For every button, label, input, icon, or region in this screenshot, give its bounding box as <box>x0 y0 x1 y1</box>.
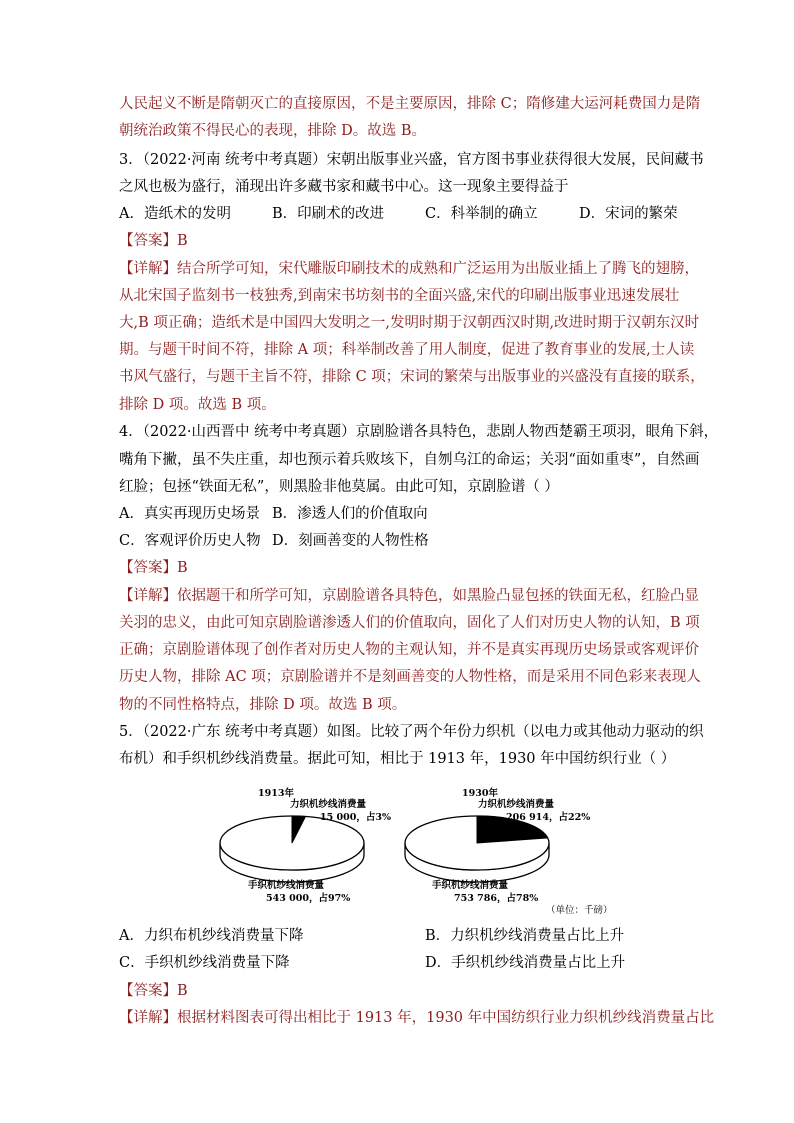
q4-option-a: A．真实再现历史场景 <box>119 506 260 522</box>
q3-explanation-line: 大,B 项正确；造纸术是中国四大发明之一,发明时期于汉朝西汉时期,改进时期于汉朝东汉时 <box>119 315 700 331</box>
q5-option-a: A．力织布机纱线消费量下降 <box>119 928 304 944</box>
analysis-label: 【详解】 <box>119 1010 177 1026</box>
q3-explanation <box>119 260 699 278</box>
q4-explanation-line: 物的不同性格特点，排除 D 项。故选 B 项。 <box>119 697 407 713</box>
q4-explanation-line: 关羽的忠义，由此可知京剧脸谱渗透人们的价值取向，固化了人们对历史人物的认知，B 项 <box>119 615 700 631</box>
q4-explanation <box>119 587 699 605</box>
q4-explanation-text: 依据题干和所学可知，京剧脸谱各具特色，如黑脸凸显包拯的铁面无私，红脸凸显 <box>177 588 699 604</box>
q3-option-b: B．印刷术的改进 <box>272 206 385 222</box>
q5-option-d: D．手织机纱线消费量占比上升 <box>425 955 626 971</box>
q3-option-a: A．造纸术的发明 <box>119 206 231 222</box>
q5-answer <box>119 982 679 1000</box>
q4-stem: 嘴角下撇，虽不失庄重，却也预示着兵败垓下，自刎乌江的命运；关羽“面如重枣”，自然画 <box>119 452 700 468</box>
q3-stem: 之风也极为盛行，涌现出许多藏书家和藏书中心。这一现象主要得益于 <box>119 179 569 195</box>
q3-answer <box>119 232 679 250</box>
q4-stem: 4．（2022·山西晋中 统考中考真题）京剧脸谱各具特色，悲剧人物西楚霸王项羽，眼角下斜， <box>119 424 719 440</box>
q4-explanation-line: 历史人物，排除 AC 项；京剧脸谱并不是刻画善变的人物性格，而是采用不同色彩来表现人 <box>119 669 701 685</box>
q4-option-d: D．刻画善变的人物性格 <box>272 533 429 549</box>
answer-value: B <box>177 233 188 249</box>
analysis-label: 【详解】 <box>119 588 177 604</box>
answer-label: 【答案】 <box>119 233 177 249</box>
q3-explanation-line: 书风气盛行，与题干主旨不符，排除 C 项；宋词的繁荣与出版事业的兴盛没有直接的联系， <box>119 369 705 385</box>
q5-stem: 5．（2022·广东 统考中考真题）如图。比较了两个年份力织机（以电力或其他动力驱动的织 <box>119 724 704 740</box>
analysis-label: 【详解】 <box>119 261 177 277</box>
pie-1913-power-name: 力织机纱线消费量 <box>290 799 367 810</box>
q5-explanation <box>119 1009 715 1027</box>
answer-label: 【答案】 <box>119 983 177 999</box>
pie-1913-title: 1913年 <box>258 788 294 799</box>
q3-explanation-line: 期。与题干时间不符，排除 A 项；科举制改善了用人制度，促进了教育事业的发展,士人读 <box>119 342 695 358</box>
q4-option-b: B．渗透人们的价值取向 <box>272 506 428 522</box>
q3-stem: 3．（2022·河南 统考中考真题）宋朝出版事业兴盛，官方图书事业获得很大发展，民间藏书 <box>119 152 704 168</box>
pie-1930-hand-value: 753 786，占78% <box>454 893 539 904</box>
pie-1930-title: 1930年 <box>462 788 498 799</box>
q5-stem: 布机）和手织机纱线消费量。据此可知，相比于 1913 年，1930 年中国纺织行业（ ） <box>119 751 676 767</box>
q5-option-b: B．力织机纱线消费量占比上升 <box>425 928 625 944</box>
q3-explanation-text: 结合所学可知，宋代雕版印刷技术的成熟和广泛运用为出版业插上了腾飞的翅膀， <box>177 261 699 277</box>
q4-explanation-line: 正确；京剧脸谱体现了创作者对历史人物的主观认知，并不是真实再现历史场景或客观评价 <box>119 642 699 658</box>
answer-label: 【答案】 <box>119 560 177 576</box>
q4-option-c: C．客观评价历史人物 <box>119 533 261 549</box>
pie-unit-note: （单位：千磅） <box>546 905 613 916</box>
pie-1930-hand-name: 手织机纱线消费量 <box>432 880 509 891</box>
answer-value: B <box>177 560 188 576</box>
prev-explanation-line: 人民起义不断是隋朝灭亡的直接原因，不是主要原因，排除 C；隋修建大运河耗费国力是隋 <box>119 96 701 112</box>
q3-explanation-line: 从北宋国子监刻书一枝独秀,到南宋书坊刻书的全面兴盛,宋代的印刷出版事业迅速发展壮 <box>119 288 680 304</box>
pie-1913-power-value: 15 000，占3% <box>320 812 391 823</box>
pie-1913-hand-value: 543 000，占97% <box>266 893 351 904</box>
prev-explanation-line: 朝统治政策不得民心的表现，排除 D。故选 B。 <box>119 123 426 139</box>
pie-1930-power-value: 206 914，占22% <box>506 812 591 823</box>
q4-answer <box>119 559 679 577</box>
pie-1930-power-name: 力织机纱线消费量 <box>478 799 555 810</box>
pie-1913-hand-name: 手织机纱线消费量 <box>248 880 325 891</box>
q3-option-c: C．科举制的确立 <box>425 206 538 222</box>
q3-option-d: D．宋词的繁荣 <box>579 206 678 222</box>
answer-value: B <box>177 983 188 999</box>
q5-option-c: C．手织机纱线消费量下降 <box>119 955 290 971</box>
pie-chart-figure <box>210 780 670 920</box>
q3-explanation-line: 排除 D 项。故选 B 项。 <box>119 397 276 413</box>
q5-explanation-text: 根据材料图表可得出相比于 1913 年，1930 年中国纺织行业力织机纱线消费量占比 <box>177 1010 715 1026</box>
q4-stem: 红脸；包拯“铁面无私”，则黑脸非他莫属。由此可知，京剧脸谱（ ） <box>119 479 559 495</box>
